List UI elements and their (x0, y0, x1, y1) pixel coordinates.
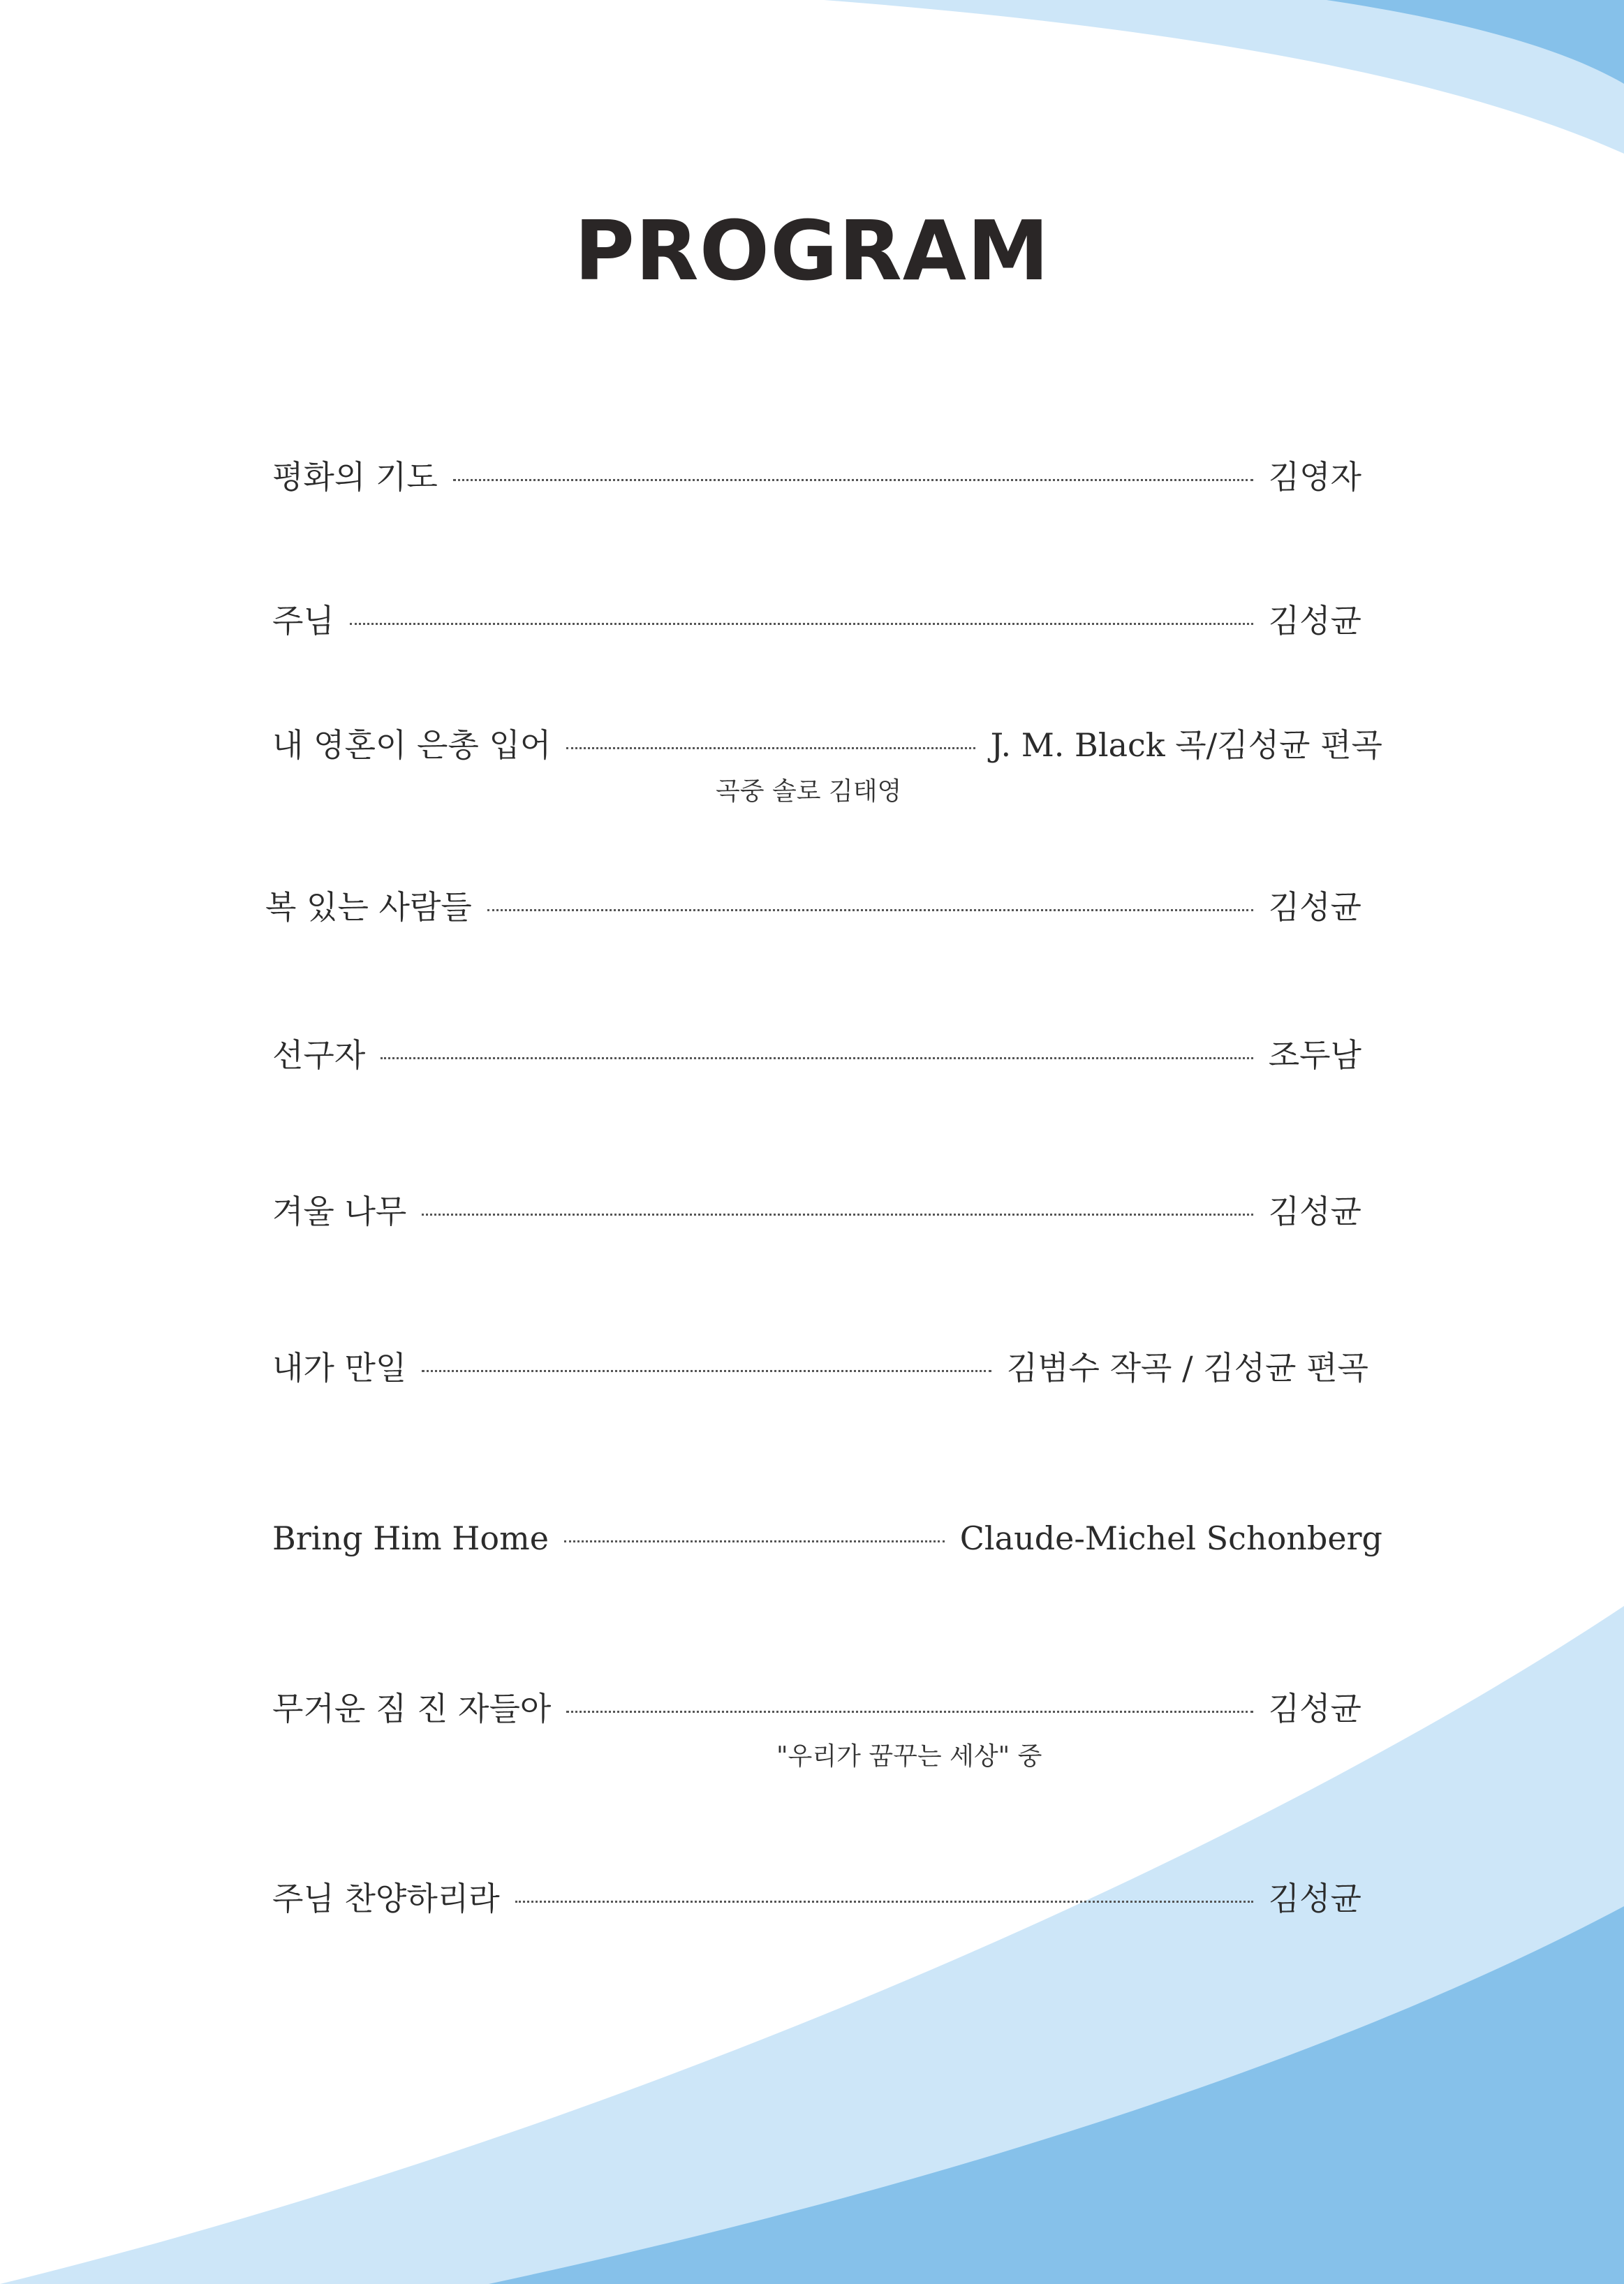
song-title: 주님 찬양하리라 (272, 1880, 500, 1917)
dot-leader (566, 1711, 1253, 1713)
dot-leader (515, 1901, 1253, 1903)
program-item (272, 1036, 1361, 1075)
dot-leader (381, 1057, 1253, 1059)
song-title: 주님 (272, 602, 334, 640)
program-item (272, 1880, 1361, 1918)
dot-leader (487, 909, 1253, 911)
song-title: 무거운 짐 진 자들아 (272, 1690, 552, 1727)
composer: 김성균 (1268, 1690, 1361, 1727)
program-item (265, 888, 1361, 927)
song-title: 선구자 (272, 1036, 366, 1074)
program-item (272, 602, 1361, 640)
dot-leader (453, 479, 1253, 481)
program-note: 곡중 솔로 김태영 (716, 777, 902, 806)
composer: Claude-Michel Schonberg (959, 1519, 1382, 1557)
dot-leader (566, 747, 975, 749)
program-item (272, 1349, 1368, 1387)
dot-leader (350, 623, 1253, 625)
composer: 김성균 (1268, 1193, 1361, 1230)
song-title: 평화의 기도 (272, 458, 438, 496)
song-title: 내 영혼이 은총 입어 (272, 726, 552, 764)
composer: 조두남 (1268, 1036, 1361, 1074)
composer: 김영자 (1268, 458, 1361, 496)
song-title: 겨울 나무 (272, 1193, 407, 1230)
song-title: 내가 만일 (272, 1349, 407, 1387)
dot-leader (422, 1214, 1253, 1216)
composer: 김성균 (1268, 602, 1361, 640)
composer: 김성균 (1268, 1880, 1361, 1917)
composer: J. M. Black 곡/김성균 편곡 (990, 726, 1382, 764)
program-note: "우리가 꿈꾸는 세상" 중 (776, 1742, 1042, 1771)
program-item (272, 1519, 1382, 1558)
program-item (272, 1193, 1361, 1231)
program-item (272, 726, 1382, 765)
page-title: PROGRAM (574, 202, 1050, 299)
dot-leader (422, 1370, 991, 1372)
song-title: 복 있는 사람들 (265, 888, 472, 926)
composer: 김성균 (1268, 888, 1361, 926)
program-item (272, 1690, 1361, 1728)
dot-leader (564, 1540, 945, 1542)
program-item (272, 458, 1361, 496)
song-title: Bring Him Home (272, 1519, 549, 1557)
composer: 김범수 작곡 / 김성균 편곡 (1006, 1349, 1368, 1387)
